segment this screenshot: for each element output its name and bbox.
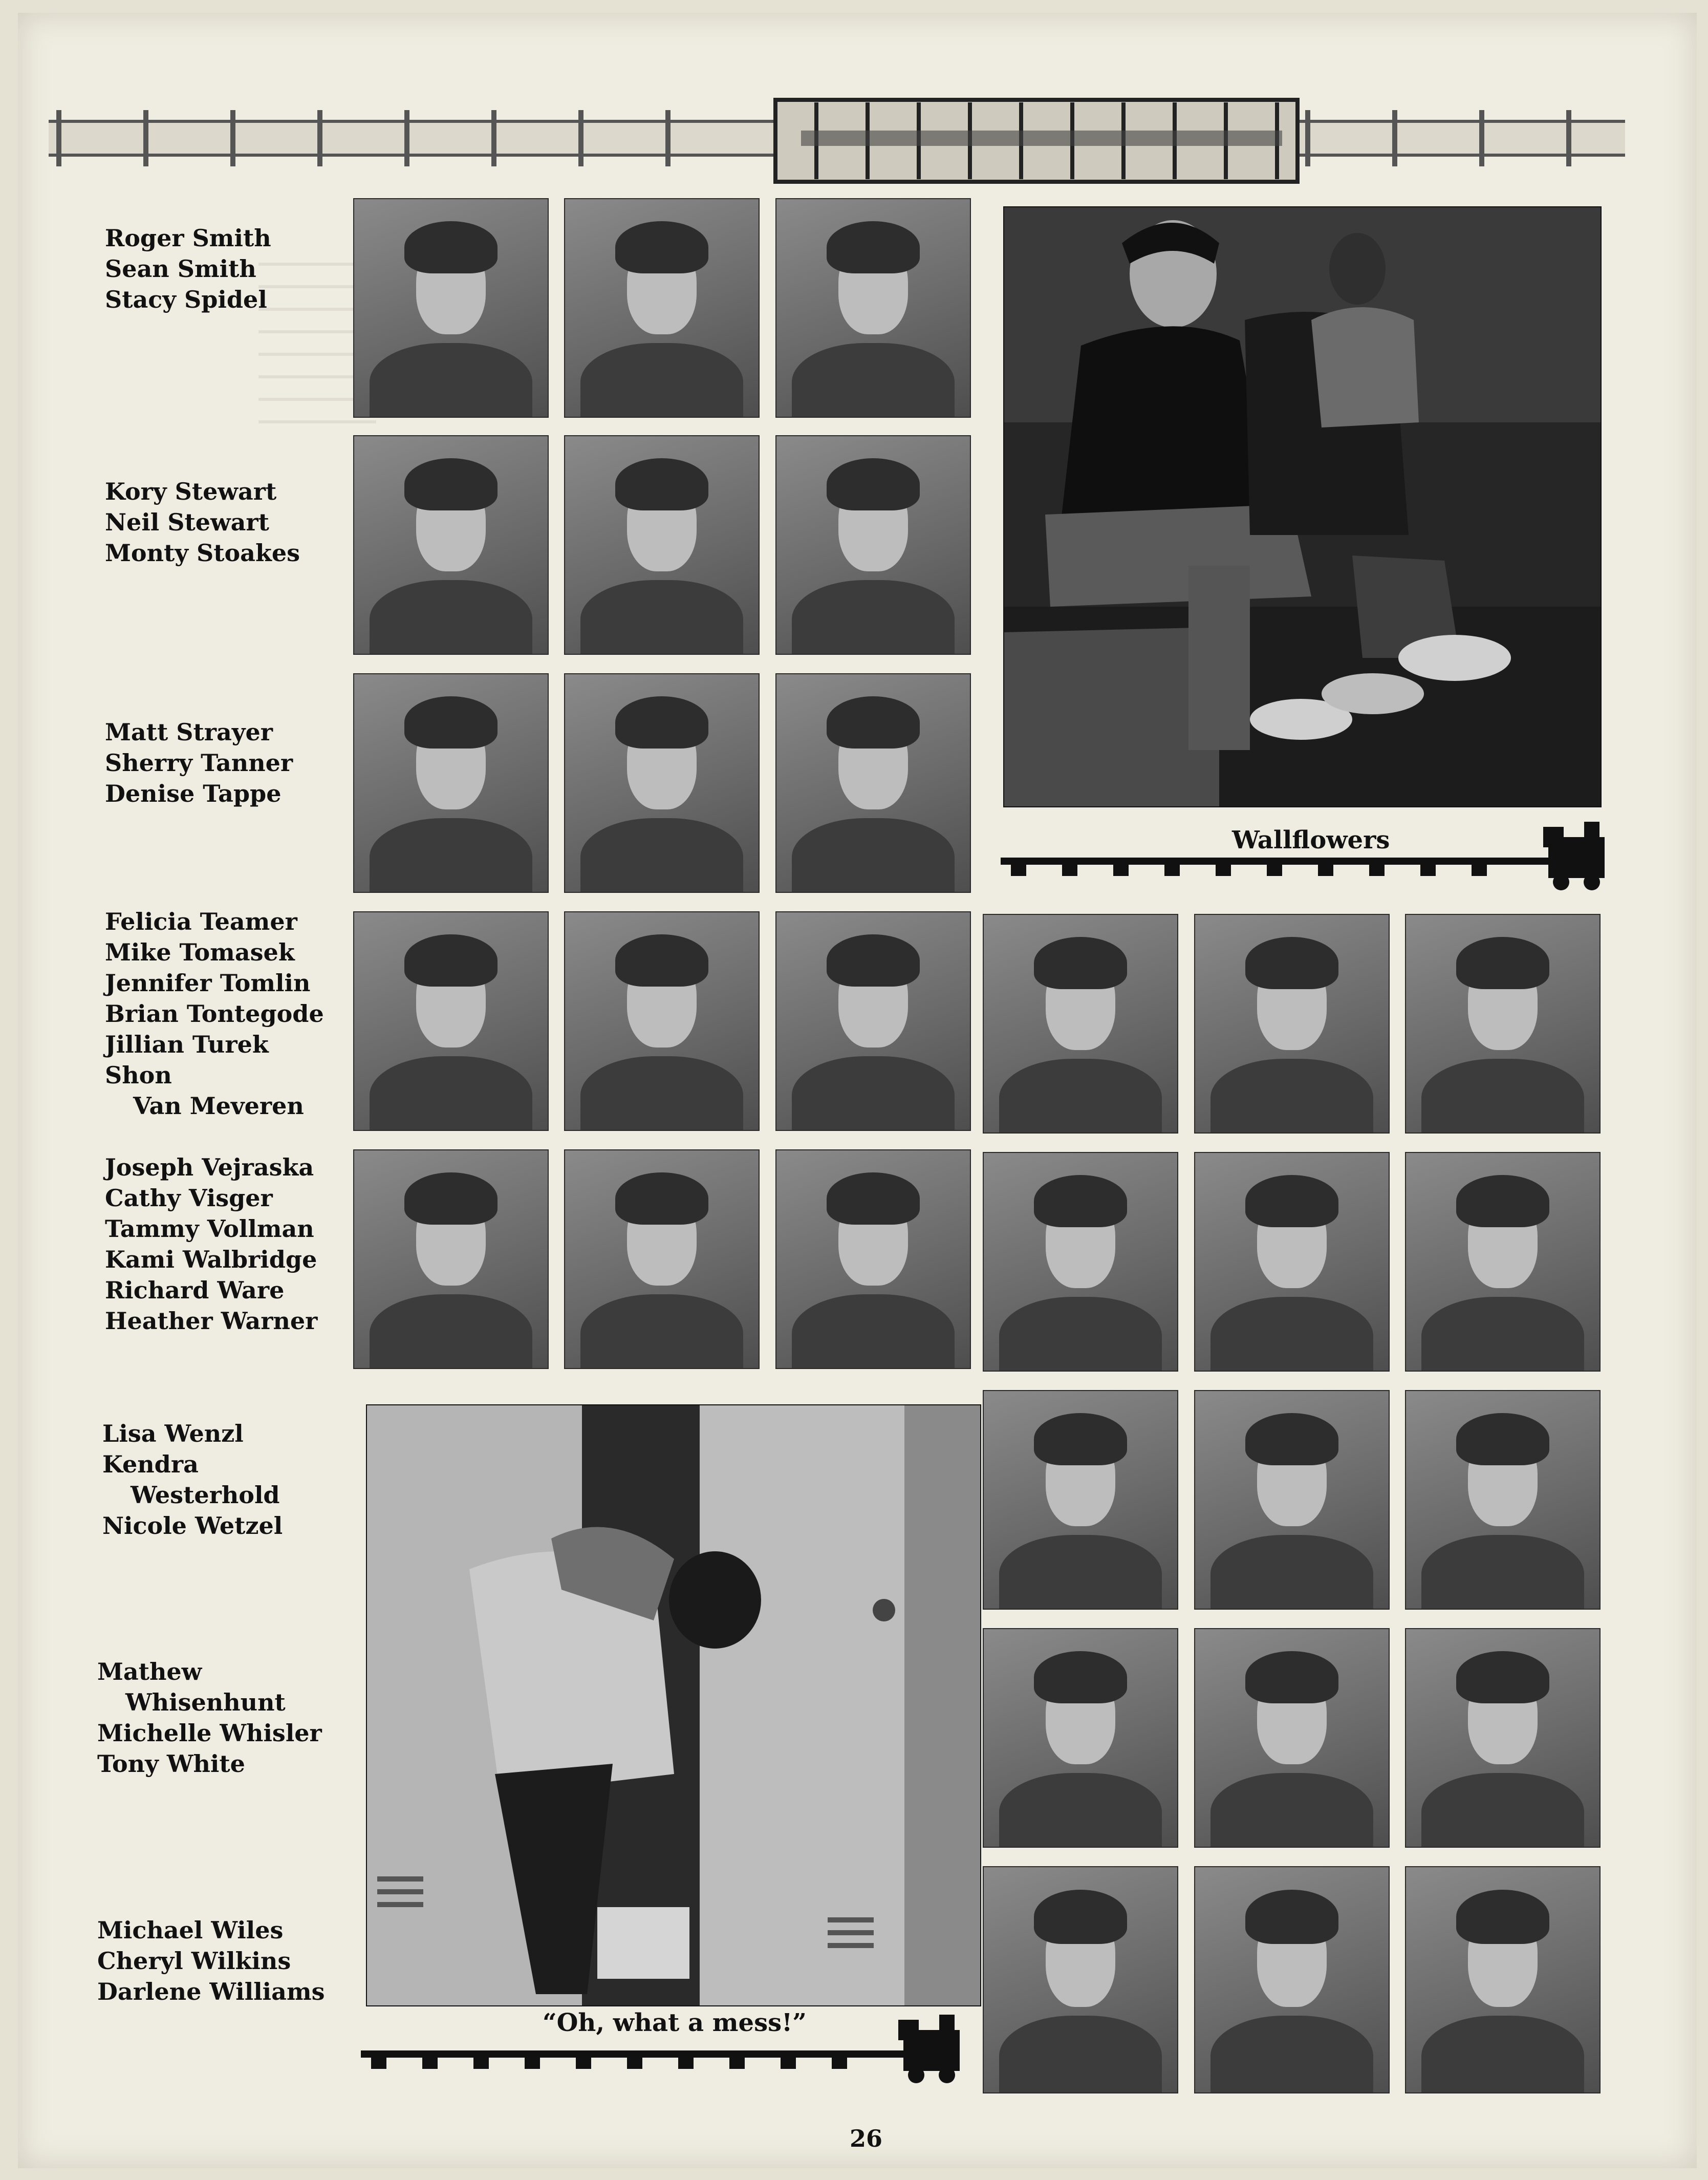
student-name: Michelle Whisler <box>97 1719 322 1747</box>
student-name: Van Meveren <box>133 1092 304 1120</box>
student-name: Roger Smith <box>105 224 271 252</box>
wallflowers-caption: Wallflowers <box>1232 826 1390 854</box>
student-portrait <box>775 1149 971 1369</box>
student-name: Brian Tontegode <box>105 1000 324 1028</box>
page-number: 26 <box>850 2125 883 2152</box>
student-name: Sherry Tanner <box>105 749 293 777</box>
student-portrait <box>1405 1628 1601 1848</box>
student-portrait <box>353 673 549 893</box>
student-portrait <box>1405 914 1601 1134</box>
student-name: Jennifer Tomlin <box>105 969 311 997</box>
student-portrait <box>1194 1628 1390 1848</box>
student-name: Monty Stoakes <box>105 539 300 567</box>
student-name: Heather Warner <box>105 1307 318 1335</box>
candid-photo-locker <box>366 1404 981 2006</box>
train-divider-icon <box>1001 817 1620 893</box>
student-portrait <box>353 1149 549 1369</box>
student-name: Matt Strayer <box>105 718 273 746</box>
student-name: Jillian Turek <box>105 1031 269 1058</box>
student-portrait <box>1194 1390 1390 1610</box>
name-list-row-2 <box>105 476 300 568</box>
student-portrait <box>564 198 760 418</box>
locker-illustration <box>367 1405 980 2005</box>
candid-photo-wallflowers <box>1003 206 1602 807</box>
student-name: Neil Stewart <box>105 508 269 536</box>
name-list-row-6 <box>102 1418 283 1541</box>
train-divider-icon <box>361 2010 975 2086</box>
student-portrait <box>983 1390 1178 1610</box>
locker-caption: “Oh, what a mess!” <box>543 2008 807 2037</box>
student-portrait <box>1194 1152 1390 1372</box>
student-name: Shon <box>105 1061 172 1089</box>
name-list-row-1 <box>105 223 271 315</box>
student-name: Kendra <box>102 1450 199 1478</box>
student-portrait <box>564 435 760 655</box>
student-portrait <box>775 673 971 893</box>
student-name: Kami Walbridge <box>105 1246 317 1273</box>
student-name: Cathy Visger <box>105 1184 273 1212</box>
wallflowers-illustration <box>1004 207 1601 806</box>
student-portrait <box>775 911 971 1131</box>
student-name: Michael Wiles <box>97 1916 284 1944</box>
student-portrait <box>564 1149 760 1369</box>
student-name: Mike Tomasek <box>105 938 295 966</box>
name-list-row-8 <box>97 1915 325 2007</box>
student-portrait <box>1405 1866 1601 2093</box>
student-name: Westerhold <box>131 1481 280 1509</box>
student-portrait <box>564 673 760 893</box>
student-name: Lisa Wenzl <box>102 1420 244 1447</box>
student-name: Kory Stewart <box>105 478 277 505</box>
student-portrait <box>983 1866 1178 2093</box>
student-name: Stacy Spidel <box>105 286 267 313</box>
student-name: Richard Ware <box>105 1276 285 1304</box>
student-name: Denise Tappe <box>105 780 282 807</box>
student-portrait <box>775 198 971 418</box>
name-list-row-7 <box>97 1656 322 1779</box>
student-name: Mathew <box>97 1658 202 1685</box>
student-portrait <box>775 435 971 655</box>
student-portrait <box>1194 914 1390 1134</box>
student-name: Sean Smith <box>105 255 256 283</box>
student-portrait <box>983 1628 1178 1848</box>
student-portrait <box>353 198 549 418</box>
name-list-row-3 <box>105 717 293 809</box>
student-name: Cheryl Wilkins <box>97 1947 291 1975</box>
student-name: Nicole Wetzel <box>102 1512 283 1540</box>
student-name: Tammy Vollman <box>105 1215 314 1243</box>
student-portrait <box>1405 1390 1601 1610</box>
student-portrait <box>983 1152 1178 1372</box>
railroad-banner <box>49 90 1625 187</box>
student-portrait <box>1405 1152 1601 1372</box>
student-portrait <box>1194 1866 1390 2093</box>
student-portrait <box>353 911 549 1131</box>
student-name: Darlene Williams <box>97 1978 325 2005</box>
student-name: Felicia Teamer <box>105 908 297 935</box>
name-list-row-5 <box>105 1152 317 1336</box>
yearbook-page <box>18 13 1697 2168</box>
student-portrait <box>353 435 549 655</box>
student-name: Tony White <box>97 1750 245 1778</box>
name-list-row-4 <box>105 906 324 1121</box>
student-portrait <box>564 911 760 1131</box>
student-name: Whisenhunt <box>125 1689 286 1716</box>
student-name: Joseph Vejraska <box>105 1153 314 1181</box>
student-portrait <box>983 914 1178 1134</box>
